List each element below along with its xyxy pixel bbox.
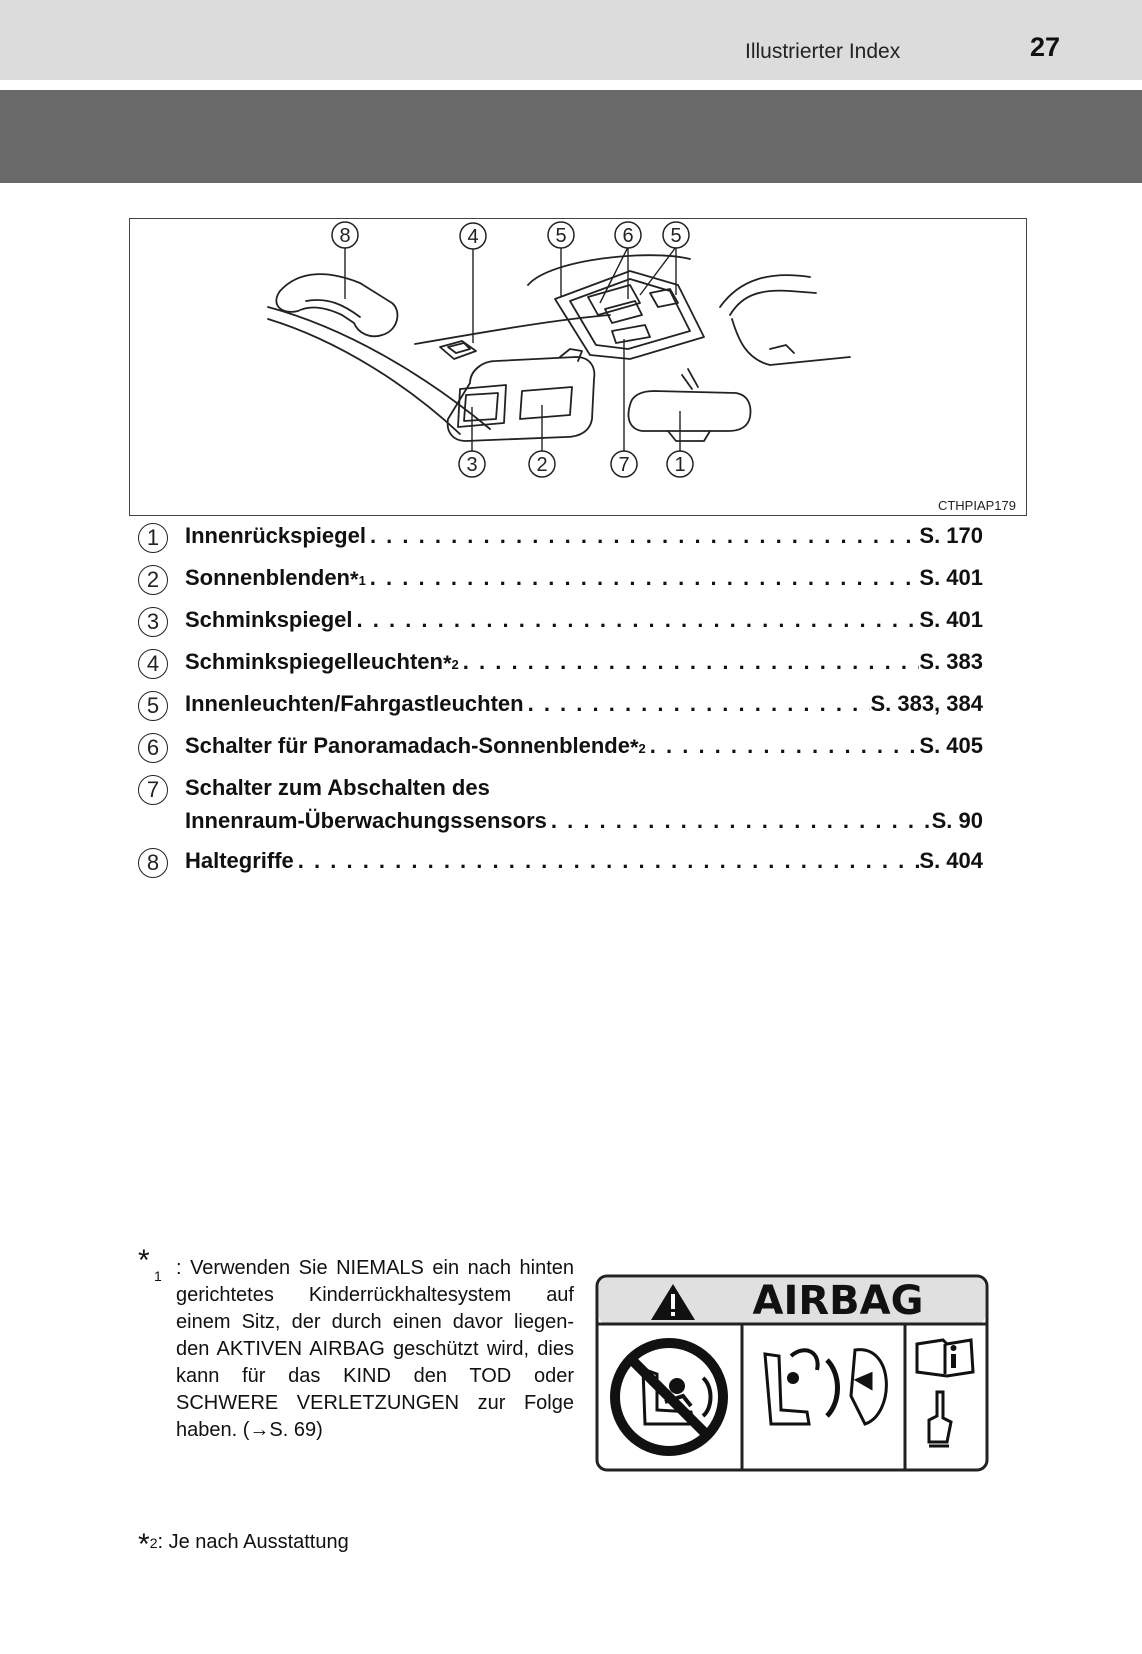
footnote-ref: *2 (629, 735, 646, 760)
page-ref[interactable]: S. 401 (919, 607, 983, 632)
svg-text:5: 5 (555, 225, 567, 247)
airbag-warning-label (595, 1274, 989, 1472)
page-number: 27 (1030, 32, 1061, 62)
footnote-text: : Je nach Ausstattung (157, 1531, 349, 1553)
airbag-title: AIRBAG (752, 1278, 924, 1324)
leader-dots (646, 733, 920, 759)
callout-8 (332, 222, 358, 248)
svg-text:6: 6 (622, 225, 634, 247)
leader-dots (366, 565, 920, 591)
item-label: Haltegriffe (185, 848, 294, 873)
footnote-ref: *2 (442, 651, 459, 676)
page-ref[interactable]: S. 383 (919, 649, 983, 674)
page-ref[interactable]: S. 170 (919, 523, 983, 548)
list-item (138, 688, 983, 730)
interior-drawing (130, 219, 1026, 515)
footnote-star: * (138, 1244, 150, 1277)
footnote-number: 1 (154, 1268, 162, 1284)
callout-5b (663, 222, 689, 248)
item-number: 1 (138, 523, 168, 553)
leader-dots (459, 649, 920, 675)
section-title: Illustrierter Index (745, 40, 901, 63)
item-number: 4 (138, 649, 168, 679)
svg-text:5: 5 (670, 225, 682, 247)
index-list (138, 520, 983, 887)
leader-dots (294, 848, 920, 874)
header-bar (0, 0, 1142, 80)
list-item (138, 646, 983, 688)
svg-text:1: 1 (674, 454, 686, 476)
image-code: CTHPIAP179 (937, 498, 1016, 513)
callout-1 (667, 451, 693, 477)
svg-text:8: 8 (339, 225, 351, 247)
item-number: 2 (138, 565, 168, 595)
leader-dots (353, 607, 920, 633)
footnote-2 (138, 1528, 349, 1562)
chapter-banner (0, 90, 1142, 183)
list-item (138, 604, 983, 646)
item-number: 3 (138, 607, 168, 637)
page-ref[interactable]: S. 405 (919, 733, 983, 758)
callout-2 (529, 451, 555, 477)
item-label-continued: Innenraum-Überwachungssensors (185, 808, 547, 833)
svg-text:4: 4 (467, 226, 479, 248)
item-label: Schminkspiegel (185, 607, 353, 632)
page-ref[interactable]: S. 404 (919, 848, 983, 873)
page-ref[interactable]: S. 383, 384 (870, 691, 983, 716)
leader-dots (547, 808, 932, 834)
footnote-number: 2 (149, 1535, 158, 1551)
item-number: 6 (138, 733, 168, 763)
item-label: Sonnenblenden (185, 565, 350, 590)
callout-7 (611, 451, 637, 477)
no-rear-facing-seat-icon (615, 1343, 723, 1451)
item-number: 7 (138, 775, 168, 805)
list-item (138, 730, 983, 772)
list-item (138, 562, 983, 604)
item-number: 5 (138, 691, 168, 721)
callout-5a (548, 222, 574, 248)
item-label: Schalter zum Abschalten des (185, 775, 490, 800)
footnote-1 (138, 1244, 574, 1444)
leader-dots (524, 691, 871, 717)
item-label: Schminkspiegelleuchten (185, 649, 443, 674)
item-number: 8 (138, 848, 168, 878)
svg-text:2: 2 (536, 454, 548, 476)
svg-text:3: 3 (466, 454, 478, 476)
footnote-text: : Verwenden Sie NIEMALS ein nach hinten gerichtetes Kinderrückhaltesystem auf einem Sitz, der durch einen davor liegen-den AKTIVEN AIRBAG geschützt wird, dies kann für das KIND den TOD oder SCHWERE VERLETZUNGEN zur Folge haben. (→S. 69) (176, 1257, 574, 1441)
page-ref[interactable]: S. 90 (931, 808, 983, 833)
footnote-star: * (138, 1528, 150, 1561)
list-item (138, 520, 983, 562)
interior-illustration (129, 218, 1027, 516)
callout-4 (460, 223, 486, 249)
item-label: Schalter für Panoramadach-Sonnenblende (185, 733, 630, 758)
leader-dots (366, 523, 919, 549)
list-item (138, 772, 983, 845)
callout-6 (615, 222, 641, 248)
item-label: Innenleuchten/Fahrgastleuchten (185, 691, 524, 716)
svg-text:7: 7 (618, 454, 630, 476)
list-item (138, 845, 983, 887)
footnote-ref: *1 (350, 567, 366, 592)
item-label: Innenrückspiegel (185, 523, 366, 548)
callout-3 (459, 451, 485, 477)
page-ref[interactable]: S. 401 (919, 565, 983, 590)
